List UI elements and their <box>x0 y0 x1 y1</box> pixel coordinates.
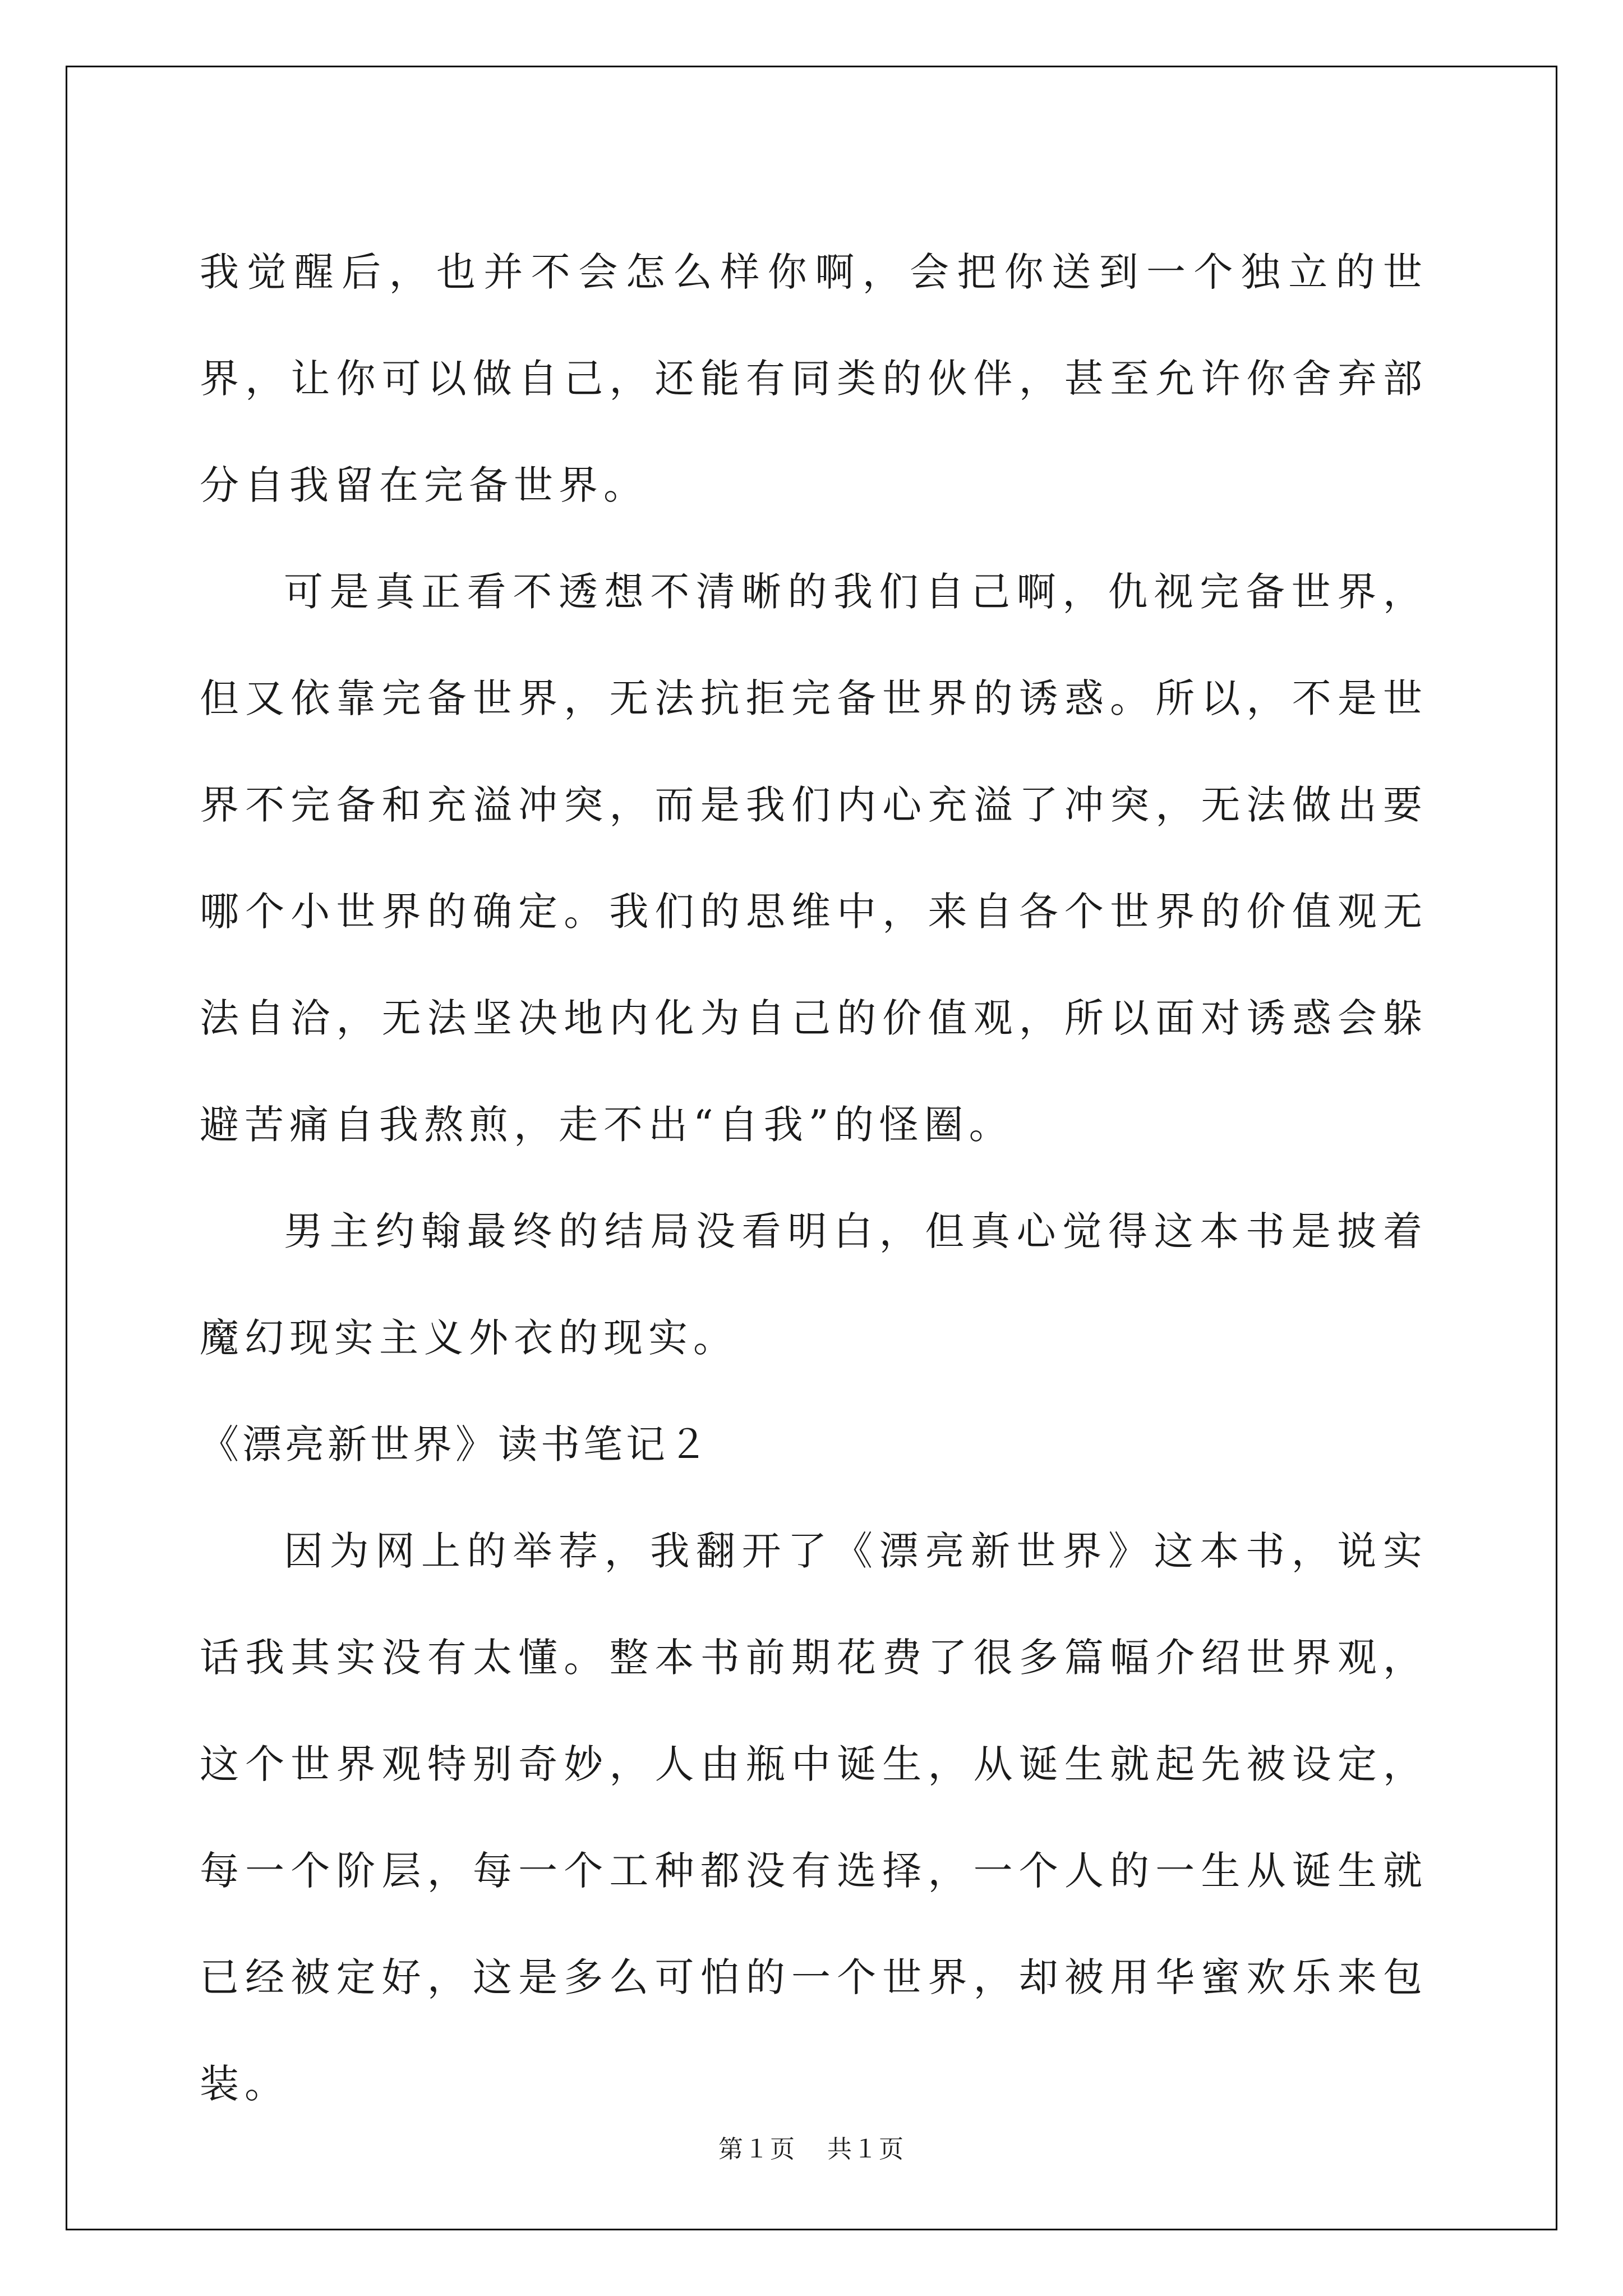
paragraph: 男主约翰最终的结局没看明白，但真心觉得这本书是披着魔幻现实主义外衣的现实。 <box>200 1208 1428 1361</box>
document-body <box>200 219 1428 2137</box>
page-number: 第１页 <box>718 2135 796 2164</box>
paragraph: 因为网上的举荐，我翻开了《漂亮新世界》这本书，说实话我其实没有太懂。整本书前期花费了很多篇幅介绍世界观，这个世界观特别奇妙，人由瓶中诞生，从诞生就起先被设定，每一个阶层，每一个工种都没有选择，一个人的一生从诞生就已经被定好，这是多么可怕的一个世界，却被用华蜜欢乐来包装。 <box>200 1528 1428 2107</box>
page-footer <box>0 2129 1623 2165</box>
paragraph: 可是真正看不透想不清晰的我们自己啊，仇视完备世界，但又依靠完备世界，无法抗拒完备世界的诱惑。所以，不是世界不完备和充溢冲突，而是我们内心充溢了冲突，无法做出要哪个小世界的确定。我们的思维中，来自各个世界的价值观无法自洽，无法坚决地内化为自己的价值观，所以面对诱惑会躲避苦痛自我熬煎，走不出“自我”的怪圈。 <box>200 569 1428 1148</box>
section-heading: 《漂亮新世界》读书笔记２ <box>200 1421 711 1467</box>
page-total: 共１页 <box>827 2135 905 2164</box>
paragraph-continued: 我觉醒后，也并不会怎么样你啊，会把你送到一个独立的世界，让你可以做自己，还能有同类的伙伴，甚至允许你舍弃部分自我留在完备世界。 <box>200 249 1428 508</box>
